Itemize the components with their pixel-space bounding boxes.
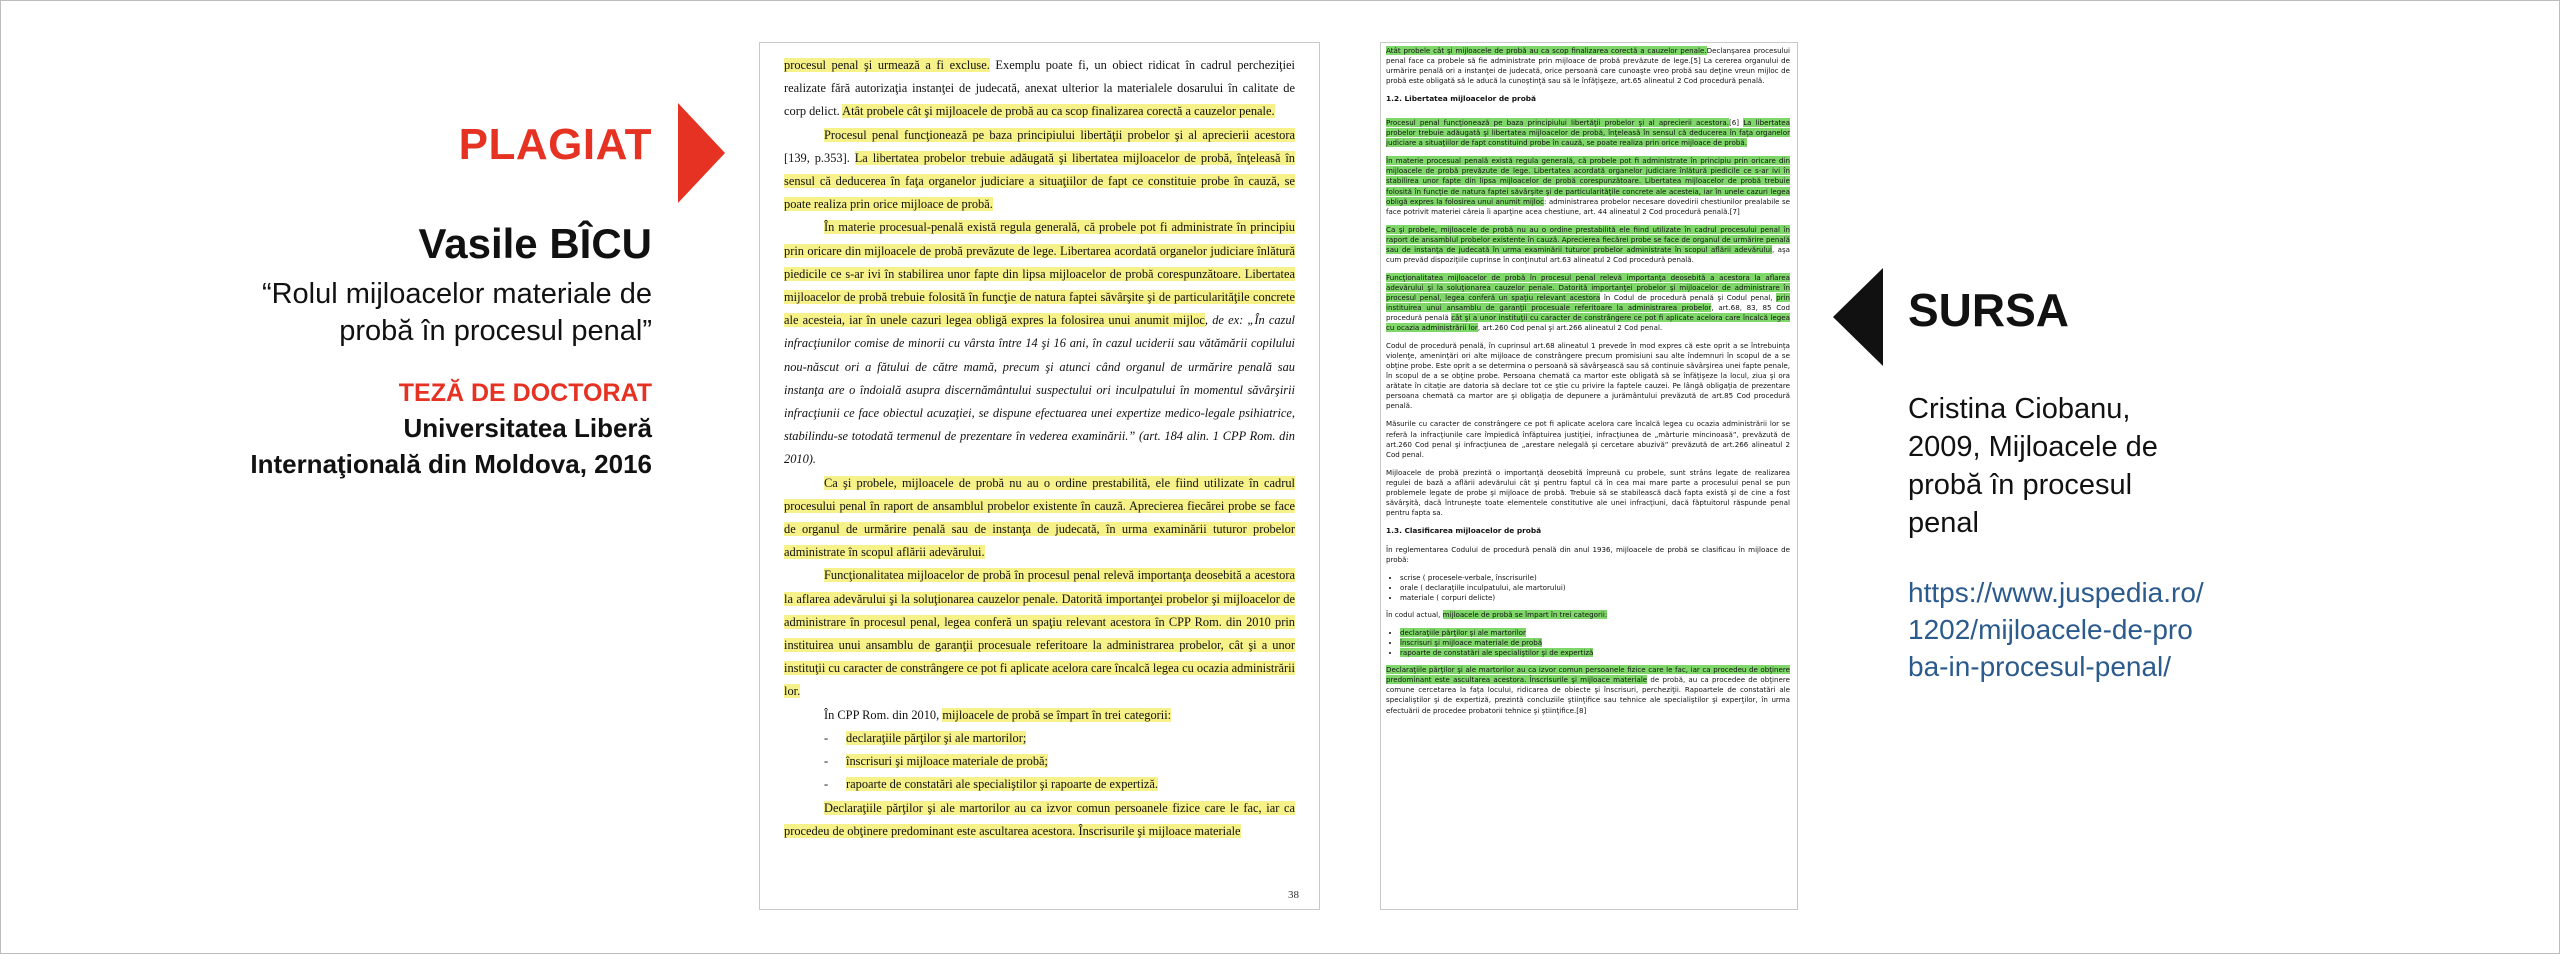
source-paragraph: Măsurile cu caracter de constrângere ce pot fi aplicate acelora care încalcă legea cu ocazia administrării lor se referă la infracţiunile care împiedică înfăptuirea justiţiei, infracţiunea de „mărturie mincinoasă”, prevăzută de art.260 Cod penal şi infracţiunea de „arestare nelegală şi cercetare abuzivă” prevăzută de art.266 alineatul 2 Cod penal. <box>1386 419 1790 459</box>
plagiat-list <box>784 727 1295 797</box>
highlighted-text: La libertatea probelor trebuie adăugată şi libertatea mijloacelor de probă, înţeleasă în sensul că deducerea în faţa organelor judiciare a situaţiilor de fapt constituind probe în cauză, se poate realiza prin orice mijloace de probă. <box>1386 118 1790 148</box>
source-paragraph: Mijloacele de probă prezintă o importanţă deosebită împreună cu probele, sunt strâns legate de realizarea regulei de bază a aflării adevărului cât şi pentru faptul că în cea mai mare parte a procesului penal se pun problemele legate de probe şi mijloace de probă. Trebuie să se stabilească dacă fapta există şi de cine a fost săvârşită, dacă întrunește toate elementele constitutive ale unei infracţiuni, dacă făptuitorul răspunde penal pentru fapta sa. <box>1386 467 1790 517</box>
plagiat-paragraph <box>784 564 1295 703</box>
source-paragraph <box>1386 46 1790 86</box>
plain-text: , aşa cum prevăd dispoziţiile cuprinse în conţinutul art.63 alineatul 2 Cod procedură penală. <box>1386 244 1790 264</box>
source-paragraph: În reglementarea Codului de procedură penală din anul 1936, mijloacele de probă se clasificau în mijloace de probă: <box>1386 544 1790 564</box>
plain-text: : administrarea probelor necesare dovedirii chestiunilor prealabile se face potrivit materiei căreia îi aparţine acea chestiune, art. 44 alineatul 2 Cod procedură penală.[7] <box>1386 196 1790 216</box>
plain-text: În CPP Rom. din 2010, <box>824 707 943 722</box>
plagiat-label: PLAGIAT <box>458 120 652 169</box>
plagiat-document-page <box>759 42 1320 910</box>
highlighted-text: Ca şi probele, mijloacele de probă nu au o ordine prestabilită ele fiind utilizate în cadrul procesului penal în raport de ansamblul probelor existente în cauză. Aprecierea fiecărei probe se face de organul de urmărire penală sau de instanţa de judecată în urma examinării tuturor probelor administrate în scopul aflării adevărului <box>1386 224 1790 254</box>
list-item <box>824 773 1295 796</box>
arrow-right-icon <box>678 103 725 203</box>
highlighted-text: Funcţionalitatea mijloacelor de probă în procesul penal relevă importanţa deosebită a acestora la aflarea adevărului şi la soluţionarea cauzelor penale. Datorită importanţei probelor şi mijloacelor de administrare în procesul penal, legea conferă un spaţiu relevant acestora în CPP Rom. din 2010 prin instituirea unui ansamblu de garanţii procesuale referitoare la administrarea probelor, cât şi a unor instituţii cu caracter de constrângere ce pot fi aplicate acelora care încalcă legea cu ocazia administrării lor. <box>784 568 1295 699</box>
list-item: • materiale ( corpuri delicte) <box>1400 593 1790 603</box>
highlighted-text: mijloacele de probă se împart în trei categorii: <box>942 707 1172 722</box>
list-item <box>824 727 1295 750</box>
plagiat-paragraph <box>784 704 1295 727</box>
list-item <box>1400 638 1790 648</box>
highlighted-text: înscrisuri şi mijloace materiale de probă <box>1400 638 1543 648</box>
highlighted-text: procesul penal şi urmează a fi excluse. <box>784 58 990 72</box>
source-paragraph <box>1386 665 1790 715</box>
highlighted-text: În materie procesual-penală există regula generală, că probele pot fi administrate în principiu prin oricare din mijloacele de probă prevăzute de lege. Libertarea acordată organelor judiciare înlătură piedicile ce s-ar ivi în stabilirea unor fapte din lipsa mijloacelor de probă corespunzătoare. Libertatea mijloacelor de probă trebuie folosită în funcţie de natura faptei săvârşite şi de particularităţile concrete ale acesteia, iar în unele cazuri legea obligă expres la folosirea unui anumit mijloc <box>784 220 1295 328</box>
university-label: Universitatea Liberă Internaţională din Moldova, 2016 <box>250 413 652 479</box>
source-paragraph <box>1386 225 1790 265</box>
plain-text: , de ex: „În cazul infracţiunilor comise de minorii cu vârsta între 14 şi 16 ani, în cazul uciderii sau vătămării copilului nou-născut ori a fătului de către mamă, precum şi atunci când organul de urmărire penală sau instanţa are o îndoială asupra discernământului suspectului ori inculpatului în momentul săvârşirii infracţiunii ce face obiectul acuzaţiei, se dispune efectuarea unei expertize medico-legale psihiatrice, stabilindu-se totodată termenul de prezentare în vederea examinării.” (art. 184 alin. 1 CPP Rom. din 2010). <box>784 313 1295 467</box>
highlighted-text: La libertatea probelor trebuie adăugată şi libertatea mijloacelor de probă, înţeleasă în sensul că deducerea în faţa organelor judiciare a situaţiilor de fapt ce constituie probe în cauză, se poate realiza prin orice mijloace de probă. <box>784 150 1296 212</box>
list-item: • scrise ( procesele-verbale, înscrisurile) <box>1400 573 1790 583</box>
source-paragraph <box>1386 610 1790 620</box>
list-item <box>1400 628 1790 638</box>
highlighted-text: Declaraţiile părţilor şi ale martorilor au ca izvor comun persoanele fizice care le fac, iar ca procedeu de obţinere predominant este ascultarea acestora. Înscrisurile şi mijloace materiale <box>784 800 1295 838</box>
highlighted-text: înscrisuri şi mijloace materiale de probă; <box>846 754 1048 769</box>
highlighted-text: declaraţiile părţilor şi ale martorilor; <box>846 730 1027 745</box>
plagiat-paragraph <box>784 472 1295 565</box>
source-citation: Cristina Ciobanu, 2009, Mijloacele de probă în procesul penal <box>1908 393 2158 539</box>
highlighted-text: Procesul penal funcţionează pe baza principiului libertăţii probelor şi al aprecierii acestora. <box>1386 118 1729 128</box>
plagiat-paragraph <box>784 797 1295 843</box>
plain-text: de probă, au ca procedee de obţinere comune cercetarea la faţa locului, ridicarea de obiecte şi înscrisuri, percheziţii. Rapoartele de constatări ale specialiştilor şi de expertiză, prezintă concluziile ştiinţifice sau tehnice ale specialiştilor şi experţilor, în urma efectuării de procedee probatorii tehnice şi ştiinţifice.[8] <box>1386 675 1790 715</box>
plain-text: , art.260 Cod penal şi art.266 alineatul 2 Cod penal. <box>1477 323 1663 333</box>
highlighted-text: Ca şi probele, mijloacele de probă nu au o ordine prestabilită, ele fiind utilizate în cadrul procesului penal în raport de ansamblul probelor existente în cauză. Aprecierea fiecărei probe se face de organul de urmărire penală sau de instanţa de judecată, în urma examinării tuturor probelor administrate în scopul aflării adevărului. <box>784 475 1295 560</box>
source-text <box>1386 46 1790 724</box>
page-number: 38 <box>1288 889 1299 901</box>
plagiat-work-title: “Rolul mijloacelor materiale de probă în procesul penal” <box>261 278 652 347</box>
source-paragraph <box>1386 156 1790 216</box>
sursa-label: SURSA <box>1908 284 2070 336</box>
plagiat-paragraph <box>784 216 1295 471</box>
source-paragraph: Codul de procedură penală, în cuprinsul art.68 alineatul 1 prevede în mod expres că este oprit a se întrebuinţa violenţe, ameninţări ori alte mijloace de constrângere precum promisiuni sau alte îndemnuri în scopul de a se obţine probe. Este oprit a se determina o persoană să săvârşească sau să continuie săvârşirea unei fapte penale, în scopul de a se obţine probe. Persoana chemată ca martor este obligată să se înfăţişeze la locul, ziua şi ora arătate în citaţie are datoria să declare tot ce ştie cu privire la faptele cauzei. Pe lângă obligaţia de prezentare persoana chemată ca martor are şi obligaţia de depunere a jurământului prevăzută de art.85 Cod procedură penală. <box>1386 341 1790 411</box>
highlighted-text: Atât probele cât şi mijloacele de probă au ca scop finalizarea corectă a cauzelor penale. <box>842 104 1275 119</box>
plain-text: În codul actual, <box>1386 610 1443 620</box>
highlighted-text: Funcţionalitatea mijloacelor de probă în procesul penal relevă importanţa deosebită a acestora la aflarea adevărului şi la soluţionarea cauzelor penale. Datorită importanţei probelor şi mijloacelor de administrare în procesul penal, legea conferă un spaţiu relevant acestora <box>1386 272 1790 302</box>
section-heading: 1.2. Libertatea mijloacelor de probă <box>1386 94 1537 104</box>
plagiat-paragraph <box>784 124 1295 217</box>
thesis-label: TEZĂ DE DOCTORAT <box>398 379 652 407</box>
source-list-actual <box>1386 628 1790 658</box>
highlighted-text: prin instituirea unui ansamblu de garanţii procesuale referitoare la administrarea probelor <box>1386 292 1791 312</box>
section-heading: 1.3. Clasificarea mijloacelor de probă <box>1386 525 1542 535</box>
highlighted-text: cât şi a unor instituţii cu caracter de constrângere ce pot fi aplicate acelora care încalcă legea cu ocazia administrării lor <box>1386 313 1790 333</box>
highlighted-text: declaraţiile părţilor şi ale martorilor <box>1400 628 1526 638</box>
source-url-link[interactable]: https://www.juspedia.ro/1202/mijloacele-de-proba-in-procesul-penal/ <box>1908 577 2204 682</box>
highlighted-text: Atât probele cât şi mijloacele de probă au ca scop finalizarea corectă a cauzelor penale. <box>1386 46 1707 55</box>
highlighted-text: În materie procesual penală există regula generală, că probele pot fi administrate în principiu prin oricare din mijloacele de probă prevăzute de lege. Libertatea acordată organelor judiciare înlătură piedicile ce s-ar ivi în stabilirea unor fapte din lipsa mijloacelor de probă corespunzătoare. Libertatea mijloacelor de probă trebuie folosită în funcţie de natura faptei săvârşite şi de particularităţile concrete ale acesteia, iar în unele cazuri legea obligă expres la folosirea unui anumit mijloc <box>1386 156 1790 206</box>
highlighted-text: rapoarte de constatări ale specialiştilor şi rapoarte de expertiză. <box>846 777 1159 792</box>
highlighted-text: mijloacele de probă se împart în trei categorii: <box>1442 610 1608 620</box>
source-list-1936 <box>1386 573 1790 603</box>
plagiat-author: Vasile BÎCU <box>418 220 652 267</box>
arrow-left-icon <box>1833 268 1883 366</box>
plain-text: Declanşarea procesului penal face ca probele să fie administrate prin mijloace de probă prevăzute de lege.[5] La cererea organului de urmărire penală ori a instanţei de judecată, orice persoană care cunoaşte vreo probă sau deţine vreun mijloc de probă este obligată să le aducă la cunoştinţă sau să le înfăţişeze, art.65 alineatul 2 Cod procedură penală. <box>1386 46 1791 86</box>
list-item: • orale ( declaraţiile inculpatului, ale martorului) <box>1400 583 1790 593</box>
source-paragraph <box>1386 118 1790 148</box>
plagiat-info <box>232 118 652 482</box>
plain-text: în Codul de procedură penală şi Codul penal, <box>1600 292 1777 302</box>
plain-text: , art.68, 83, 85 Cod procedură penală <box>1386 302 1790 323</box>
plagiat-paragraph <box>784 54 1295 124</box>
source-document-page <box>1380 42 1798 910</box>
plain-text: [6] <box>1729 118 1744 128</box>
plain-text: Exemplu poate fi, un obiect ridicat în cadrul percheziţiei realizate fără autorizaţia instanţei de judecată, anexat ulterior la materialele dosarului în calitate de corp delict. <box>784 58 1296 119</box>
source-paragraph <box>1386 273 1790 333</box>
plain-text: [139, p.353]. <box>784 150 855 165</box>
highlighted-text: Declaraţiile părţilor şi ale martorilor au ca izvor comun persoanele fizice care le fac, iar ca procedeu de obţinere predominant este ascultarea acestora. Înscrisurile şi mijloace materiale <box>1386 665 1790 685</box>
source-info <box>1908 282 2208 685</box>
highlighted-text: rapoarte de constatări ale specialiştilor şi de expertiză <box>1400 648 1594 658</box>
list-item <box>1400 648 1790 658</box>
plagiat-text <box>784 54 1295 843</box>
highlighted-text: Procesul penal funcţionează pe baza principiului libertăţii probelor şi al aprecierii acestora <box>824 127 1295 142</box>
list-item <box>824 750 1295 773</box>
